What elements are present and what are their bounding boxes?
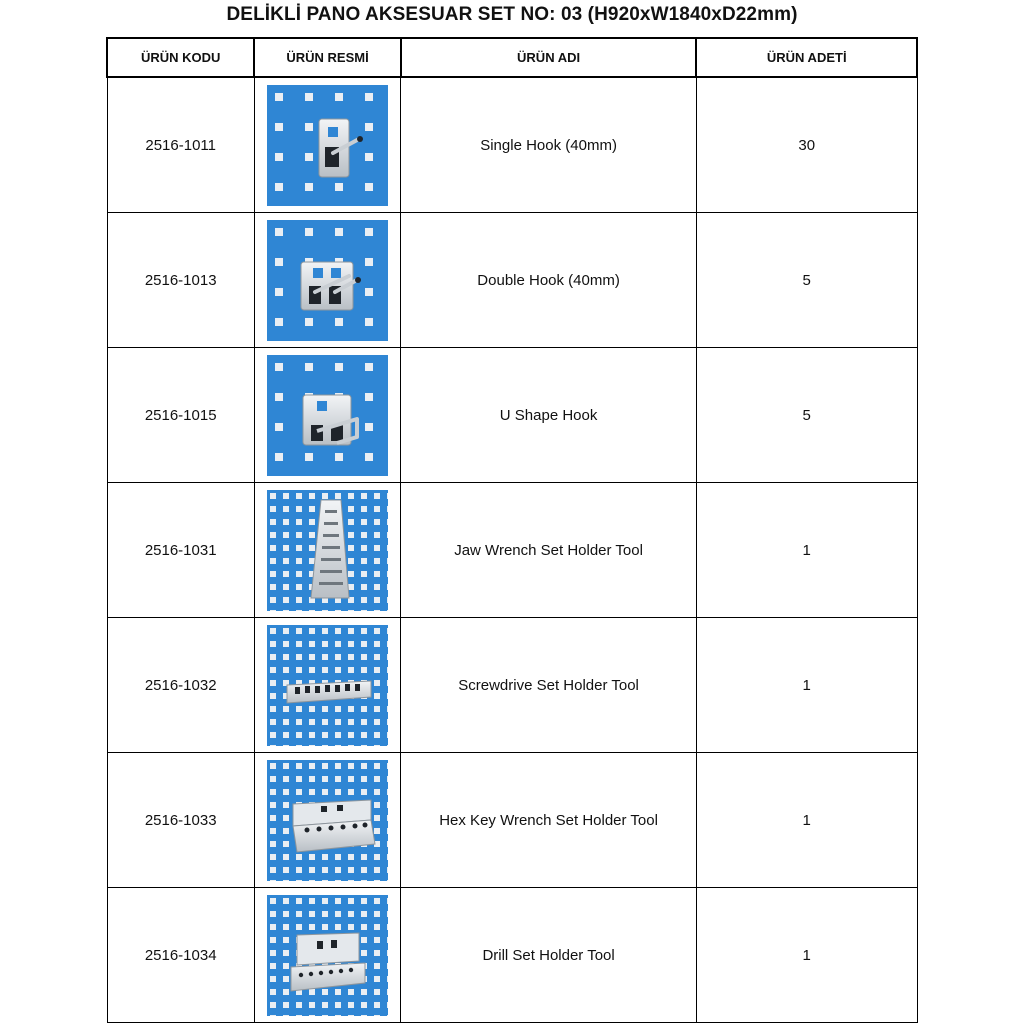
product-name: Hex Key Wrench Set Holder Tool	[401, 753, 697, 888]
product-quantity: 1	[696, 888, 917, 1023]
product-code: 2516-1011	[107, 77, 254, 213]
product-code: 2516-1032	[107, 618, 254, 753]
hex-key-holder-icon	[267, 760, 388, 881]
product-quantity: 1	[696, 618, 917, 753]
jaw-wrench-holder-icon	[267, 490, 388, 611]
table-row	[107, 618, 917, 753]
table-row	[107, 753, 917, 888]
product-name: Screwdrive Set Holder Tool	[401, 618, 697, 753]
drill-holder-icon	[267, 895, 388, 1016]
header-product-name: ÜRÜN ADI	[401, 38, 697, 77]
product-code: 2516-1033	[107, 753, 254, 888]
page-title: DELİKLİ PANO AKSESUAR SET NO: 03 (H920xW1840xD22mm)	[226, 4, 798, 25]
double-hook-icon	[267, 220, 388, 341]
single-hook-icon	[267, 85, 388, 206]
table-row	[107, 77, 917, 213]
u-shape-hook-icon	[267, 355, 388, 476]
header-product-quantity: ÜRÜN ADETİ	[696, 38, 917, 77]
product-name: U Shape Hook	[401, 348, 697, 483]
product-quantity: 30	[696, 77, 917, 213]
product-table	[106, 37, 918, 1023]
product-code: 2516-1031	[107, 483, 254, 618]
table-row	[107, 888, 917, 1023]
product-name: Jaw Wrench Set Holder Tool	[401, 483, 697, 618]
table-row	[107, 483, 917, 618]
table-row	[107, 348, 917, 483]
table-row	[107, 213, 917, 348]
header-product-image: ÜRÜN RESMİ	[254, 38, 400, 77]
product-code: 2516-1034	[107, 888, 254, 1023]
product-name: Drill Set Holder Tool	[401, 888, 697, 1023]
product-quantity: 5	[696, 348, 917, 483]
screwdriver-holder-icon	[267, 625, 388, 746]
table-header-row	[107, 38, 917, 77]
product-quantity: 5	[696, 213, 917, 348]
header-product-code: ÜRÜN KODU	[107, 38, 254, 77]
product-code: 2516-1015	[107, 348, 254, 483]
product-code: 2516-1013	[107, 213, 254, 348]
product-quantity: 1	[696, 753, 917, 888]
product-quantity: 1	[696, 483, 917, 618]
product-name: Single Hook (40mm)	[401, 77, 697, 213]
product-name: Double Hook (40mm)	[401, 213, 697, 348]
